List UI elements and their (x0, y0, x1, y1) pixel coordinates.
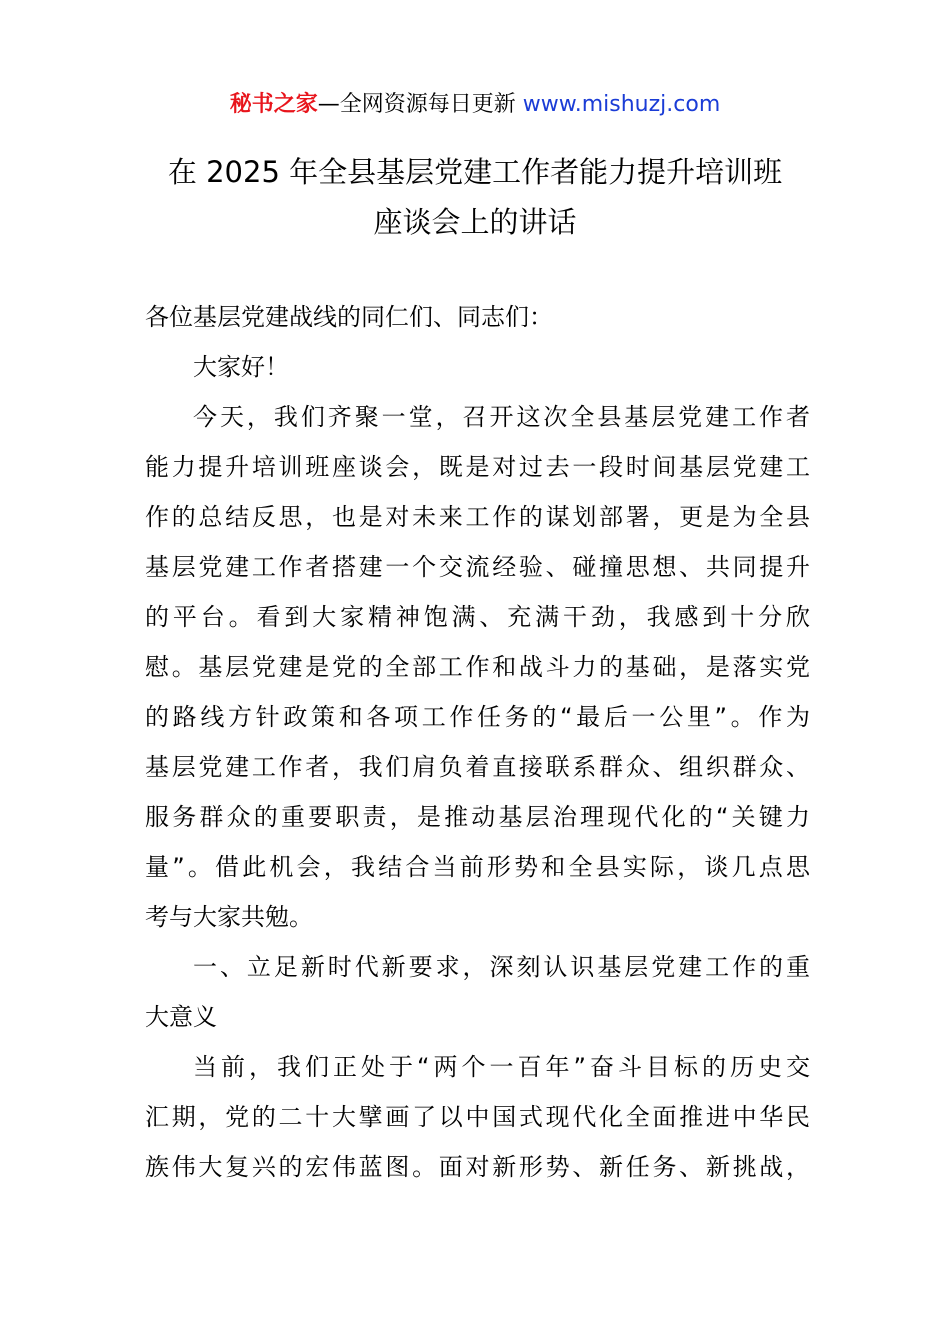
title-line: 座谈会上的讲话 (373, 205, 577, 239)
body-line: 的路线方针政策和各项工作任务的“最后一公里”。作为 (145, 703, 810, 731)
body-line: 基层党建工作者，我们肩负着直接联系群众、组织群众、 (145, 753, 810, 781)
body-line: 考与大家共勉。 (145, 903, 313, 931)
greeting: 大家好！ (193, 353, 289, 381)
body-line: 基层党建工作者搭建一个交流经验、碰撞思想、共同提升 (145, 553, 810, 581)
section-heading: 一、立足新时代新要求，深刻认识基层党建工作的重 (193, 953, 810, 981)
body-line: 的平台。看到大家精神饱满、充满干劲，我感到十分欣 (145, 603, 810, 631)
body-line: 慰。基层党建是党的全部工作和战斗力的基础，是落实党 (145, 653, 810, 681)
document-body (145, 292, 810, 1192)
page-title (120, 147, 830, 247)
body-line: 族伟大复兴的宏伟蓝图。面对新形势、新任务、新挑战， (145, 1153, 810, 1181)
body-line: 能力提升培训班座谈会，既是对过去一段时间基层党建工 (145, 453, 810, 481)
site-url-link[interactable]: www.mishuzj.com (522, 92, 721, 117)
salutation: 各位基层党建战线的同仁们、同志们： (145, 303, 553, 331)
body-line: 当前，我们正处于“两个一百年”奋斗目标的历史交 (193, 1053, 810, 1081)
site-header (0, 88, 950, 122)
body-line: 汇期，党的二十大擘画了以中国式现代化全面推进中华民 (145, 1103, 810, 1131)
title-line: 在 2025 年全县基层党建工作者能力提升培训班 (167, 155, 783, 189)
body-line: 作的总结反思，也是对未来工作的谋划部署，更是为全县 (145, 503, 810, 531)
site-brand: 秘书之家 (229, 92, 318, 117)
body-line: 服务群众的重要职责，是推动基层治理现代化的“关键力 (145, 803, 810, 831)
site-tagline: —全网资源每日更新 (317, 92, 523, 117)
section-heading: 大意义 (145, 1003, 217, 1031)
body-line: 今天，我们齐聚一堂，召开这次全县基层党建工作者 (193, 403, 810, 431)
body-line: 量”。借此机会，我结合当前形势和全县实际，谈几点思 (145, 853, 810, 881)
